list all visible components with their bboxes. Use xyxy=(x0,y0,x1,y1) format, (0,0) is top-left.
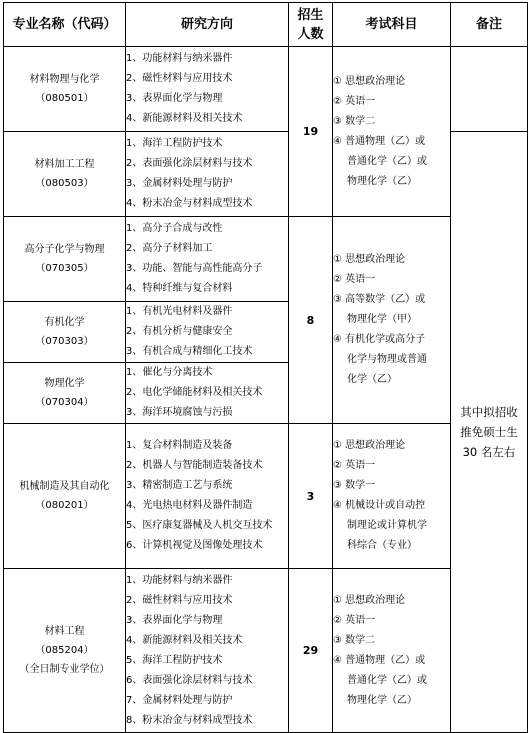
direction-item: 2、磁性材料与应用技术 xyxy=(126,73,233,84)
exam-subject: 物理化学（甲） xyxy=(347,314,417,325)
admissions-table xyxy=(3,2,528,733)
exam-item xyxy=(333,270,450,290)
major-name: 机械制造及其自动化 xyxy=(19,481,110,492)
exam-list xyxy=(333,424,451,569)
exam-subject: 化学（乙） xyxy=(347,374,397,385)
exam-number: ① xyxy=(333,440,342,451)
exam-subject: 数学二 xyxy=(345,634,376,646)
direction-item: 1、高分子合成与改性 xyxy=(126,223,223,234)
major-row xyxy=(4,424,528,569)
major-code: （080201） xyxy=(35,500,94,511)
direction-item: 6、计算机视觉及图像处理技术 xyxy=(126,540,263,551)
exam-number: ② xyxy=(333,614,342,626)
major-cell xyxy=(4,424,126,569)
exam-subject: 物理化学（乙） xyxy=(347,175,417,187)
exam-subject: 化学与物理或普通 xyxy=(347,354,427,365)
header-count: 招生 人数 xyxy=(289,3,333,47)
direction-item: 8、粉末冶金与材料成型技术 xyxy=(126,714,253,726)
note-cell xyxy=(451,132,528,733)
direction-list xyxy=(126,363,289,424)
exam-item xyxy=(333,651,450,711)
direction-item: 3、精密制造工艺与系统 xyxy=(126,480,233,491)
exam-subject: 思想政治理论 xyxy=(345,440,406,451)
exam-subject: 数学二 xyxy=(345,115,376,127)
exam-item xyxy=(333,250,450,270)
direction-item: 2、表面强化涂层材料与技术 xyxy=(126,158,253,169)
exam-number: ③ xyxy=(333,480,342,491)
major-code: （085204） xyxy=(35,645,94,656)
direction-item: 1、功能材料与纳米器件 xyxy=(126,574,233,586)
exam-subject: 普通物理（乙）或 xyxy=(345,135,426,147)
direction-item: 4、新能源材料及相关技术 xyxy=(126,634,243,646)
note-line: 推免硕士生 xyxy=(460,425,518,439)
major-cell xyxy=(4,302,126,363)
direction-list xyxy=(126,302,289,363)
exam-subject: 普通物理（乙）或 xyxy=(345,654,426,666)
exam-subject: 物理化学（乙） xyxy=(347,694,417,706)
direction-item: 3、金属材料处理与防护 xyxy=(126,178,233,189)
exam-number: ① xyxy=(333,594,342,606)
direction-item: 3、表界面化学与物理 xyxy=(126,614,223,626)
exam-number: ③ xyxy=(333,634,342,646)
exam-number: ③ xyxy=(333,294,342,305)
exam-item xyxy=(333,631,450,651)
note-line: 30 名左右 xyxy=(462,445,516,459)
exam-subject: 高等数学（乙）或 xyxy=(345,294,426,305)
enrollment-count: 3 xyxy=(289,424,333,569)
direction-item: 2、磁性材料与应用技术 xyxy=(126,594,233,606)
exam-subject: 思想政治理论 xyxy=(345,75,406,87)
enrollment-count: 29 xyxy=(289,569,333,733)
direction-item: 4、粉末冶金与材料成型技术 xyxy=(126,198,253,209)
major-degree-type: （全日制专业学位） xyxy=(19,664,110,675)
exam-list xyxy=(333,569,451,733)
direction-item: 3、海洋环境腐蚀与污损 xyxy=(126,407,233,418)
exam-subject: 科综合（专业） xyxy=(347,540,417,551)
exam-subject: 英语一 xyxy=(345,274,376,285)
exam-list xyxy=(333,217,451,424)
exam-number: ④ xyxy=(333,135,342,147)
major-row xyxy=(4,217,528,302)
major-code: （070303） xyxy=(35,336,94,347)
major-name: 材料物理与化学 xyxy=(29,74,100,85)
major-code: （070305） xyxy=(35,263,94,274)
direction-list xyxy=(126,424,289,569)
direction-item: 1、功能材料与纳米器件 xyxy=(126,53,233,64)
header-row xyxy=(4,3,528,47)
direction-item: 4、特种纤维与复合材料 xyxy=(126,283,233,294)
direction-item: 2、电化学储能材料及相关技术 xyxy=(126,387,263,398)
direction-item: 4、新能源材料及相关技术 xyxy=(126,113,243,124)
exam-number: ② xyxy=(333,95,342,107)
direction-item: 1、复合材料制造及装备 xyxy=(126,440,233,451)
exam-item xyxy=(333,290,450,330)
direction-item: 2、有机分析与健康安全 xyxy=(126,326,233,337)
exam-subject: 有机化学或高分子 xyxy=(345,334,426,345)
header-direction: 研究方向 xyxy=(126,3,289,47)
direction-list xyxy=(126,217,289,302)
exam-number: ② xyxy=(333,460,342,471)
major-name: 物理化学 xyxy=(44,378,85,389)
header-major: 专业名称（代码） xyxy=(4,3,126,47)
major-code: （070304） xyxy=(35,397,94,408)
exam-item xyxy=(333,611,450,631)
direction-item: 7、金属材料处理与防护 xyxy=(126,694,233,706)
direction-item: 3、表界面化学与物理 xyxy=(126,93,223,104)
exam-item xyxy=(333,112,450,132)
major-code: （080503） xyxy=(35,178,94,189)
header-exams: 考试科目 xyxy=(333,3,451,47)
major-row xyxy=(4,47,528,132)
direction-item: 5、医疗康复器械及人机交互技术 xyxy=(126,520,273,531)
direction-list xyxy=(126,569,289,733)
exam-item xyxy=(333,456,450,476)
exam-number: ① xyxy=(333,75,342,87)
header-note: 备注 xyxy=(451,3,528,47)
major-row xyxy=(4,569,528,733)
major-cell xyxy=(4,569,126,733)
exam-number: ② xyxy=(333,274,342,285)
exam-subject: 普通化学（乙）或 xyxy=(347,674,427,686)
exam-item xyxy=(333,591,450,611)
direction-list xyxy=(126,47,289,132)
exam-subject: 英语一 xyxy=(345,460,376,471)
major-code: （080501） xyxy=(35,93,94,104)
exam-number: ③ xyxy=(333,115,342,127)
exam-number: ④ xyxy=(333,500,342,511)
major-cell xyxy=(4,217,126,302)
exam-item xyxy=(333,436,450,456)
exam-subject: 制理论或计算机学 xyxy=(347,520,427,531)
major-name: 材料加工工程 xyxy=(34,159,95,170)
exam-item xyxy=(333,496,450,556)
major-cell xyxy=(4,363,126,424)
direction-item: 1、海洋工程防护技术 xyxy=(126,138,223,149)
note-line: 其中拟招收 xyxy=(460,405,518,419)
direction-item: 2、高分子材料加工 xyxy=(126,243,213,254)
exam-item xyxy=(333,92,450,112)
direction-item: 3、有机合成与精细化工技术 xyxy=(126,346,253,357)
exam-item xyxy=(333,330,450,390)
enrollment-count: 19 xyxy=(289,47,333,217)
exam-subject: 思想政治理论 xyxy=(345,254,406,265)
direction-item: 4、光电热电材料及器件制造 xyxy=(126,500,253,511)
major-name: 材料工程 xyxy=(44,626,85,637)
major-name: 有机化学 xyxy=(44,317,85,328)
note-blank xyxy=(451,47,528,132)
exam-number: ④ xyxy=(333,654,342,666)
exam-subject: 机械设计或自动控 xyxy=(345,500,426,511)
direction-item: 6、表面强化涂层材料与技术 xyxy=(126,674,253,686)
exam-number: ④ xyxy=(333,334,342,345)
exam-subject: 英语一 xyxy=(345,95,376,107)
major-cell xyxy=(4,47,126,132)
enrollment-count: 8 xyxy=(289,217,333,424)
exam-subject: 思想政治理论 xyxy=(345,594,406,606)
exam-list xyxy=(333,47,451,217)
exam-item xyxy=(333,476,450,496)
exam-item xyxy=(333,132,450,192)
direction-item: 1、催化与分离技术 xyxy=(126,367,213,378)
major-cell xyxy=(4,132,126,217)
direction-item: 3、功能、智能与高性能高分子 xyxy=(126,263,263,274)
exam-subject: 英语一 xyxy=(345,614,376,626)
major-name: 高分子化学与物理 xyxy=(24,244,105,255)
exam-item xyxy=(333,72,450,92)
exam-subject: 普通化学（乙）或 xyxy=(347,155,427,167)
exam-subject: 数学一 xyxy=(345,480,376,491)
direction-list xyxy=(126,132,289,217)
direction-item: 1、有机光电材料及器件 xyxy=(126,306,233,317)
direction-item: 2、机器人与智能制造装备技术 xyxy=(126,460,263,471)
exam-number: ① xyxy=(333,254,342,265)
direction-item: 5、海洋工程防护技术 xyxy=(126,654,223,666)
